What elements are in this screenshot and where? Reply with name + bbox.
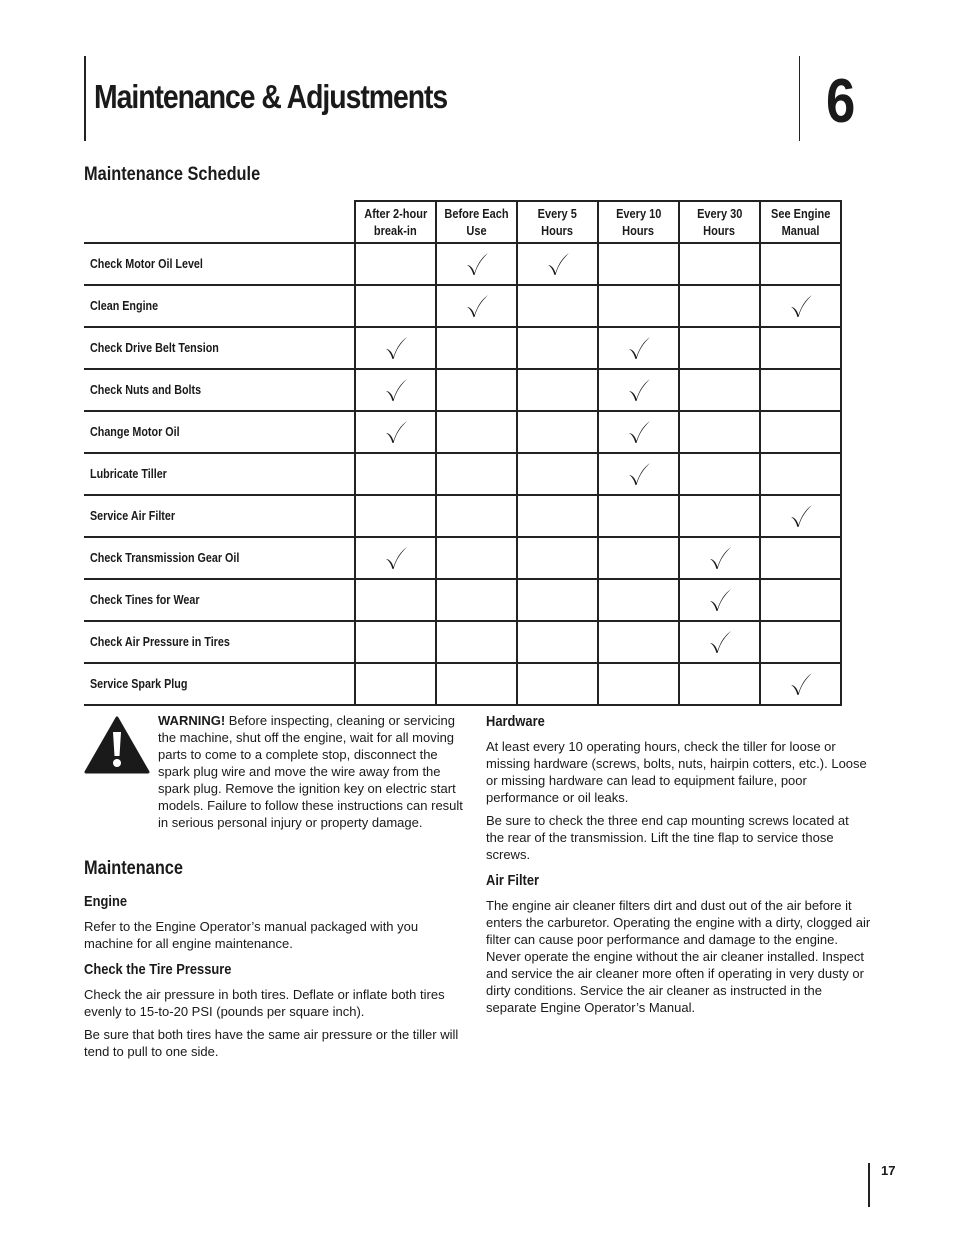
page-number: 17 xyxy=(881,1163,896,1178)
schedule-cell xyxy=(355,579,436,621)
table-row xyxy=(84,369,841,411)
checkmark-icon xyxy=(545,251,571,277)
checkmark-icon xyxy=(383,545,409,571)
schedule-cell xyxy=(760,369,841,411)
schedule-cell xyxy=(760,243,841,285)
schedule-cell xyxy=(436,369,517,411)
task-cell xyxy=(84,243,355,285)
schedule-cell xyxy=(598,411,679,453)
table-row xyxy=(84,579,841,621)
schedule-cell xyxy=(598,369,679,411)
column-header-line: Hours xyxy=(622,224,655,238)
schedule-cell xyxy=(760,453,841,495)
checkmark-icon xyxy=(707,629,733,655)
task-label: Check Drive Belt Tension xyxy=(90,341,219,355)
table-row xyxy=(84,327,841,369)
task-cell xyxy=(84,369,355,411)
schedule-cell xyxy=(679,327,760,369)
schedule-cell xyxy=(760,285,841,327)
table-row xyxy=(84,495,841,537)
schedule-cell xyxy=(355,285,436,327)
schedule-cell xyxy=(436,411,517,453)
column-header-line: Before Each xyxy=(444,207,509,221)
schedule-cell xyxy=(679,369,760,411)
schedule-cell xyxy=(436,327,517,369)
schedule-cell xyxy=(760,663,841,705)
checkmark-icon xyxy=(788,503,814,529)
schedule-cell xyxy=(517,285,598,327)
column-header-line: break-in xyxy=(374,224,417,238)
schedule-cell xyxy=(517,621,598,663)
engine-heading: Engine xyxy=(84,893,128,910)
chapter-number: 6 xyxy=(826,67,856,136)
task-label: Check Transmission Gear Oil xyxy=(90,551,240,565)
checkmark-icon xyxy=(383,419,409,445)
schedule-cell xyxy=(679,621,760,663)
schedule-cell xyxy=(679,411,760,453)
column-header-line: Every 30 xyxy=(696,207,743,221)
schedule-cell xyxy=(598,243,679,285)
schedule-cell xyxy=(760,495,841,537)
column-header-line: Every 10 xyxy=(615,207,662,221)
table-header-row xyxy=(84,201,841,243)
table-row xyxy=(84,285,841,327)
checkmark-icon xyxy=(626,377,652,403)
task-label: Clean Engine xyxy=(90,299,159,313)
column-header-line: Hours xyxy=(703,224,736,238)
schedule-cell xyxy=(760,621,841,663)
header-left-rule xyxy=(84,56,86,141)
schedule-cell xyxy=(517,495,598,537)
table-column-header xyxy=(436,201,517,243)
hardware-text-1: At least every 10 operating hours, check the tiller for loose or missing hardware (screws, bolts, nuts, hairpin cotters, etc.). Loose or missing hardware can lead to equipment failure, poor performance or oil leaks. xyxy=(486,739,867,805)
schedule-cell xyxy=(760,327,841,369)
schedule-cell xyxy=(598,621,679,663)
maintenance-schedule-table xyxy=(84,200,842,706)
task-label: Service Air Filter xyxy=(90,509,176,523)
schedule-cell xyxy=(517,537,598,579)
schedule-cell xyxy=(760,411,841,453)
page-title: Maintenance & Adjustments xyxy=(94,78,448,115)
schedule-cell xyxy=(679,579,760,621)
task-label: Service Spark Plug xyxy=(90,677,188,691)
warning-label: WARNING! xyxy=(158,713,226,728)
schedule-cell xyxy=(679,495,760,537)
checkmark-icon xyxy=(788,671,814,697)
schedule-cell xyxy=(517,579,598,621)
schedule-cell xyxy=(355,411,436,453)
table-header-blank xyxy=(84,201,355,243)
task-cell xyxy=(84,327,355,369)
table-row xyxy=(84,663,841,705)
warning-triangle-icon xyxy=(84,716,150,774)
task-cell xyxy=(84,579,355,621)
schedule-cell xyxy=(355,495,436,537)
tire-pressure-text-2: Be sure that both tires have the same air pressure or the tiller will tend to pull to one side. xyxy=(84,1027,459,1059)
task-cell xyxy=(84,495,355,537)
schedule-cell xyxy=(517,411,598,453)
warning-body: Before inspecting, cleaning or servicing the machine, shut off the engine, wait for all moving parts to come to a complete stop, disconnect the spark plug wire and move the wire away from the spark plug. Remove the ignition key on electric start models. Failure to follow these instructions can result in serious personal injury or property damage. xyxy=(158,713,463,830)
table-row xyxy=(84,537,841,579)
hardware-text-2: Be sure to check the three end cap mounting screws located at the rear of the transmission. Lift the tine flap to service those screws. xyxy=(486,813,849,862)
schedule-cell xyxy=(598,663,679,705)
column-header-line: Manual xyxy=(781,224,820,238)
schedule-cell xyxy=(679,453,760,495)
schedule-cell xyxy=(517,663,598,705)
schedule-cell xyxy=(598,579,679,621)
column-header-line: After 2-hour xyxy=(364,207,427,221)
task-label: Lubricate Tiller xyxy=(90,467,167,481)
task-cell xyxy=(84,537,355,579)
task-cell xyxy=(84,663,355,705)
task-cell xyxy=(84,411,355,453)
table-column-header xyxy=(355,201,436,243)
tire-pressure-text-1: Check the air pressure in both tires. Deflate or inflate both tires evenly to 15-to-20 PSI (pounds per square inch). xyxy=(84,987,445,1019)
air-filter-heading: Air Filter xyxy=(486,872,540,889)
schedule-cell xyxy=(436,243,517,285)
schedule-cell xyxy=(598,537,679,579)
schedule-cell xyxy=(598,327,679,369)
maintenance-heading: Maintenance xyxy=(84,858,183,879)
schedule-cell xyxy=(355,537,436,579)
checkmark-icon xyxy=(707,587,733,613)
task-cell xyxy=(84,453,355,495)
schedule-cell xyxy=(517,453,598,495)
schedule-cell xyxy=(598,453,679,495)
schedule-cell xyxy=(436,495,517,537)
schedule-cell xyxy=(679,663,760,705)
header-right-rule xyxy=(799,56,800,141)
task-cell xyxy=(84,621,355,663)
table-row xyxy=(84,411,841,453)
schedule-cell xyxy=(760,537,841,579)
checkmark-icon xyxy=(626,419,652,445)
table-row xyxy=(84,453,841,495)
checkmark-icon xyxy=(464,293,490,319)
hardware-heading: Hardware xyxy=(486,713,545,730)
schedule-cell xyxy=(436,621,517,663)
footer-rule xyxy=(868,1163,870,1207)
column-header-line: See Engine xyxy=(770,207,831,221)
task-label: Check Air Pressure in Tires xyxy=(90,635,230,649)
schedule-cell xyxy=(436,453,517,495)
task-cell xyxy=(84,285,355,327)
table-column-header xyxy=(679,201,760,243)
schedule-cell xyxy=(355,453,436,495)
engine-text: Refer to the Engine Operator’s manual packaged with you machine for all engine maintenance. xyxy=(84,919,419,951)
checkmark-icon xyxy=(626,461,652,487)
checkmark-icon xyxy=(707,545,733,571)
task-label: Change Motor Oil xyxy=(90,425,180,439)
schedule-cell xyxy=(679,537,760,579)
tire-pressure-heading: Check the Tire Pressure xyxy=(84,961,232,978)
schedule-cell xyxy=(355,327,436,369)
task-label: Check Nuts and Bolts xyxy=(90,383,202,397)
checkmark-icon xyxy=(464,251,490,277)
schedule-cell xyxy=(436,663,517,705)
checkmark-icon xyxy=(626,335,652,361)
warning-text xyxy=(158,712,463,831)
table-column-header xyxy=(517,201,598,243)
schedule-cell xyxy=(517,327,598,369)
schedule-cell xyxy=(355,369,436,411)
schedule-cell xyxy=(598,495,679,537)
schedule-cell xyxy=(355,621,436,663)
checkmark-icon xyxy=(788,293,814,319)
schedule-cell xyxy=(355,243,436,285)
schedule-cell xyxy=(517,243,598,285)
task-label: Check Tines for Wear xyxy=(90,593,200,607)
schedule-cell xyxy=(436,579,517,621)
table-row xyxy=(84,243,841,285)
schedule-cell xyxy=(679,243,760,285)
schedule-cell xyxy=(355,663,436,705)
schedule-cell xyxy=(436,537,517,579)
task-label: Check Motor Oil Level xyxy=(90,257,203,271)
schedule-cell xyxy=(679,285,760,327)
schedule-cell xyxy=(598,285,679,327)
schedule-cell xyxy=(436,285,517,327)
air-filter-text: The engine air cleaner filters dirt and dust out of the air before it enters the carburetor. Operating the engine with a dirty, clogged air filter can cause poor performance and damage to the engine. Never operate the engine without the air cleaner installed. Inspect and service the air cleaner more often if operating in very dusty or dirty conditions. Service the air cleaner as instructed in the separate Engine Operator’s Manual. xyxy=(486,898,871,1015)
schedule-cell xyxy=(517,369,598,411)
table-column-header xyxy=(760,201,841,243)
table-row xyxy=(84,621,841,663)
checkmark-icon xyxy=(383,335,409,361)
column-header-line: Use xyxy=(466,224,487,238)
schedule-cell xyxy=(760,579,841,621)
checkmark-icon xyxy=(383,377,409,403)
column-header-line: Every 5 xyxy=(537,207,578,221)
column-header-line: Hours xyxy=(541,224,574,238)
table-column-header xyxy=(598,201,679,243)
maintenance-schedule-heading: Maintenance Schedule xyxy=(84,164,261,185)
